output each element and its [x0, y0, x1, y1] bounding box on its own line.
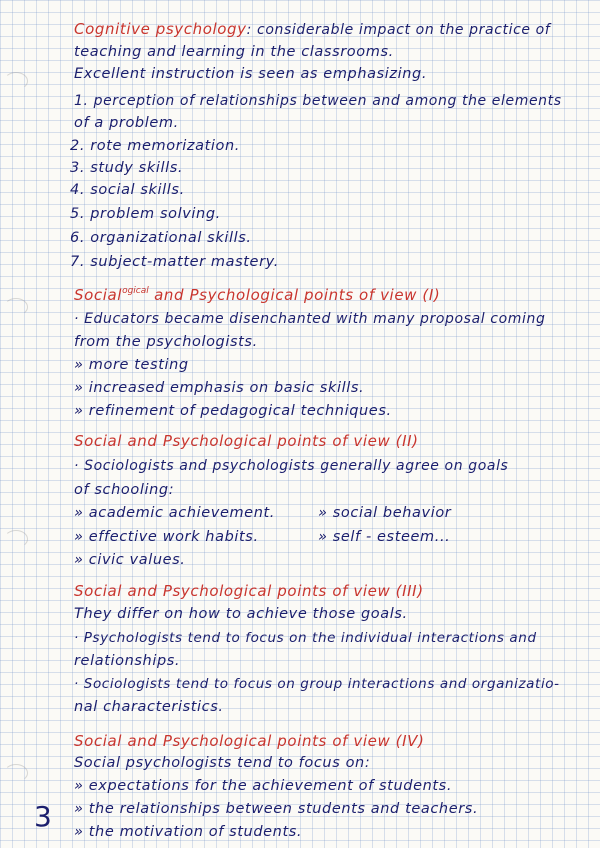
block3-line2: of schooling: [74, 482, 175, 498]
block1-item5: 5. problem solving. [70, 206, 221, 222]
block1-line3: Excellent instruction is seen as emphasizing. [74, 66, 428, 82]
block2-line1: · Educators became disenchanted with many proposal coming [74, 311, 546, 327]
block3-heading: Social and Psychological points of view (II) [74, 432, 419, 450]
block3-bullet1: » academic achievement. [74, 505, 275, 521]
block1-item2: 2. rote memorization. [70, 138, 241, 154]
block5-heading: Social and Psychological points of view (IV) [74, 732, 425, 750]
block3-bullet2-right: » self - esteem... [318, 529, 451, 545]
punch-hole [4, 298, 28, 316]
block4-line1: They differ on how to achieve those goals. [74, 606, 408, 622]
block3-bullet3: » civic values. [74, 552, 186, 568]
block4-heading: Social and Psychological points of view (III) [74, 582, 424, 600]
block4-line4: · Sociologists tend to focus on group interactions and organizatio- [74, 676, 560, 692]
block5-bullet3: » the motivation of students. [74, 824, 303, 840]
punch-hole [4, 764, 28, 782]
block1-item1a: 1. perception of relationships between and among the elements [74, 93, 562, 109]
block1-heading-rest: : considerable impact on the practice of [246, 22, 551, 38]
block4-line2: · Psychologists tend to focus on the individual interactions and [74, 630, 537, 646]
block1-item6: 6. organizational skills. [70, 230, 252, 246]
block1-heading: Cognitive psychology [74, 20, 247, 38]
block1-item3: 3. study skills. [70, 160, 184, 176]
punch-hole [4, 530, 28, 548]
block4-line3: relationships. [74, 653, 181, 669]
block2-bullet3: » refinement of pedagogical techniques. [74, 403, 392, 419]
block2-heading-b: and Psychological points of view (I) [154, 286, 441, 304]
page-number: 3 [34, 800, 52, 833]
block4-line5: nal characteristics. [74, 699, 224, 715]
block5-bullet1: » expectations for the achievement of students. [74, 778, 453, 794]
block2-heading-a: Social [74, 286, 123, 304]
block2-bullet2: » increased emphasis on basic skills. [74, 380, 365, 396]
block1-item1b: of a problem. [74, 115, 179, 131]
block1-item4: 4. social skills. [70, 182, 185, 198]
block5-bullet2: » the relationships between students and teachers. [74, 801, 479, 817]
block3-line1: · Sociologists and psychologists generally agree on goals [74, 458, 509, 474]
block2-line2: from the psychologists. [74, 334, 258, 350]
block2-bullet1: » more testing [74, 357, 189, 373]
block1-item7: 7. subject-matter mastery. [70, 254, 279, 270]
block3-bullet2: » effective work habits. [74, 529, 259, 545]
block1-line2: teaching and learning in the classrooms. [74, 44, 394, 60]
block2-heading [74, 284, 440, 309]
block1-line1 [74, 18, 550, 41]
punch-hole [4, 72, 28, 90]
block3-bullet1-right: » social behavior [318, 505, 452, 521]
block5-line1: Social psychologists tend to focus on: [74, 755, 371, 771]
block2-heading-sup: ogical [122, 286, 149, 296]
